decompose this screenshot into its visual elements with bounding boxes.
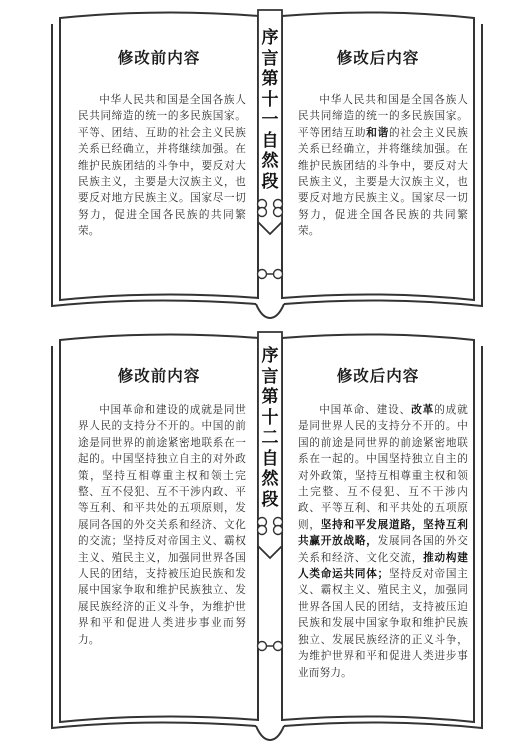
left-page-text: 中华人民共和国是全国各族人民共同缔造的统一的多民族国家。平等、团结、互助的社会主义民族关系已经确立，并将继续加强。在维护民族团结的斗争中，要反对大民族主义，主要是大汉族主义，也要反对地方民族主义。国家尽一切努力，促进全国各民族的共同繁荣。: [78, 94, 246, 238]
left-page-2: [60, 340, 258, 720]
highlight-added: 坚持和平发展道路，坚持互利共赢开放战略，: [298, 518, 468, 548]
right-page-title: 修改后内容: [336, 49, 420, 67]
left-page-title: 修改前内容: [117, 367, 201, 385]
left-page-text: 中国革命和建设的成就是同世界人民的支持分不开的。中国的前途是同世界的前途紧密地联系在一起的。中国坚持独立自主的对外政策，坚持互相尊重主权和领土完整、互不侵犯、互不干涉内政、平等互利、和平共处的五项原则，发展同各国的外交关系和经济、文化的交流；坚持反对帝国主义、霸权主义、殖民主义，加强同世界各国人民的团结，支持被压迫民族和发展中国家争取和维护民族独立、发展民族经济的正义斗争，为维护世界和平和促进人类进步事业而努力。: [78, 404, 246, 646]
right-page-1: [282, 18, 474, 298]
spine-label-2: 序 言 第 十 二 自 然 段: [261, 346, 279, 510]
highlight-added: 改革: [411, 404, 435, 416]
left-page-1: [60, 18, 258, 298]
right-page-text: 中国革命、建设、改革的成就是同世界人民的支持分不开的。中国的前途是同世界的前途紧密地联系在一起的。中国坚持独立自主的对外政策，坚持互相尊重主权和领土完整、互不侵犯、互不干涉内政、平等互利、和平共处的五项原则，坚持和平发展道路，坚持互利共赢开放战略，发展同各国的外交关系和经济、文化交流，推动构建人类命运共同体；坚持反对帝国主义、霸权主义、殖民主义，加强同世界各国人民的团结，支持被压迫民族和发展中国家争取和维护民族独立、发展民族经济的正义斗争，为维护世界和平和促进人类进步事业而努力。: [298, 404, 468, 679]
left-page-title: 修改前内容: [117, 49, 201, 67]
right-page-title: 修改后内容: [336, 367, 420, 385]
highlight-added: 推动构建人类命运共同体；: [298, 551, 468, 581]
right-page-text: 中华人民共和国是全国各族人民共同缔造的统一的多民族国家。平等团结互助和谐的社会主义民族关系已经确立，并将继续加强。在维护民族团结的斗争中，要反对大民族主义，主要是大汉族主义，也要反对地方民族主义。国家尽一切努力，促进全国各民族的共同繁荣。: [298, 94, 469, 238]
spine-label-1: 序 言 第 十 一 自 然 段: [261, 28, 279, 192]
right-page-2: [282, 340, 474, 720]
highlight-added: 和谐: [366, 126, 389, 139]
